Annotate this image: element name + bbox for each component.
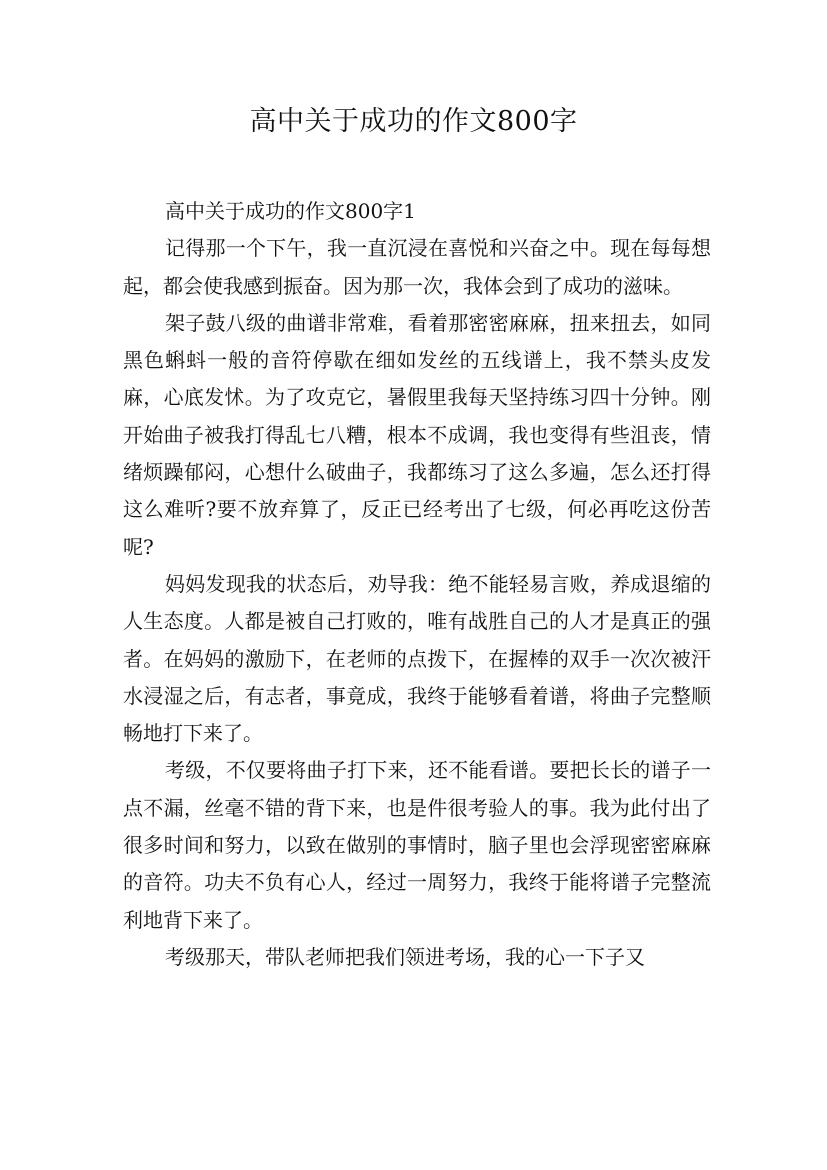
paragraph-5: 考级那天，带队老师把我们领进考场，我的心一下子又 — [165, 944, 645, 969]
document-body — [123, 193, 711, 976]
paragraph-4: 考级，不仅要将曲子打下来，还不能看谱。要把长长的谱子一点不漏，丝毫不错的背下来，也是件很考验人的事。我为此付出了很多时间和努力，以致在做别的事情时，脑子里也会浮现密密麻麻的音符。功夫不负有心人，经过一周努力，我终于能将谱子完整流利地背下来了。 — [123, 758, 711, 932]
paragraph-2: 架子鼓八级的曲谱非常难，看着那密密麻麻，扭来扭去，如同黑色蝌蚪一般的音符停歇在细如发丝的五线谱上，我不禁头皮发麻，心底发怵。为了攻克它，暑假里我每天坚持练习四十分钟。刚开始曲子被我打得乱七八糟，根本不成调，我也变得有些沮丧，情绪烦躁郁闷，心想什么破曲子，我都练习了这么多遍，怎么还打得这么难听?要不放弃算了，反正已经考出了七级，何必再吃这份苦呢? — [123, 310, 711, 559]
document-title: 高中关于成功的作文800字 — [249, 106, 578, 137]
section-heading: 高中关于成功的作文800字1 — [165, 199, 416, 223]
paragraph-3: 妈妈发现我的状态后，劝导我：绝不能轻易言败，养成退缩的人生态度。人都是被自己打败的，唯有战胜自己的人才是真正的强者。在妈妈的激励下，在老师的点拨下，在握棒的双手一次次被汗水浸湿之后，有志者，事竟成，我终于能够看着谱，将曲子完整顺畅地打下来了。 — [123, 571, 711, 746]
paragraph-1: 记得那一个下午，我一直沉浸在喜悦和兴奋之中。现在每每想起，都会使我感到振奋。因为那一次，我体会到了成功的滋味。 — [123, 236, 711, 298]
